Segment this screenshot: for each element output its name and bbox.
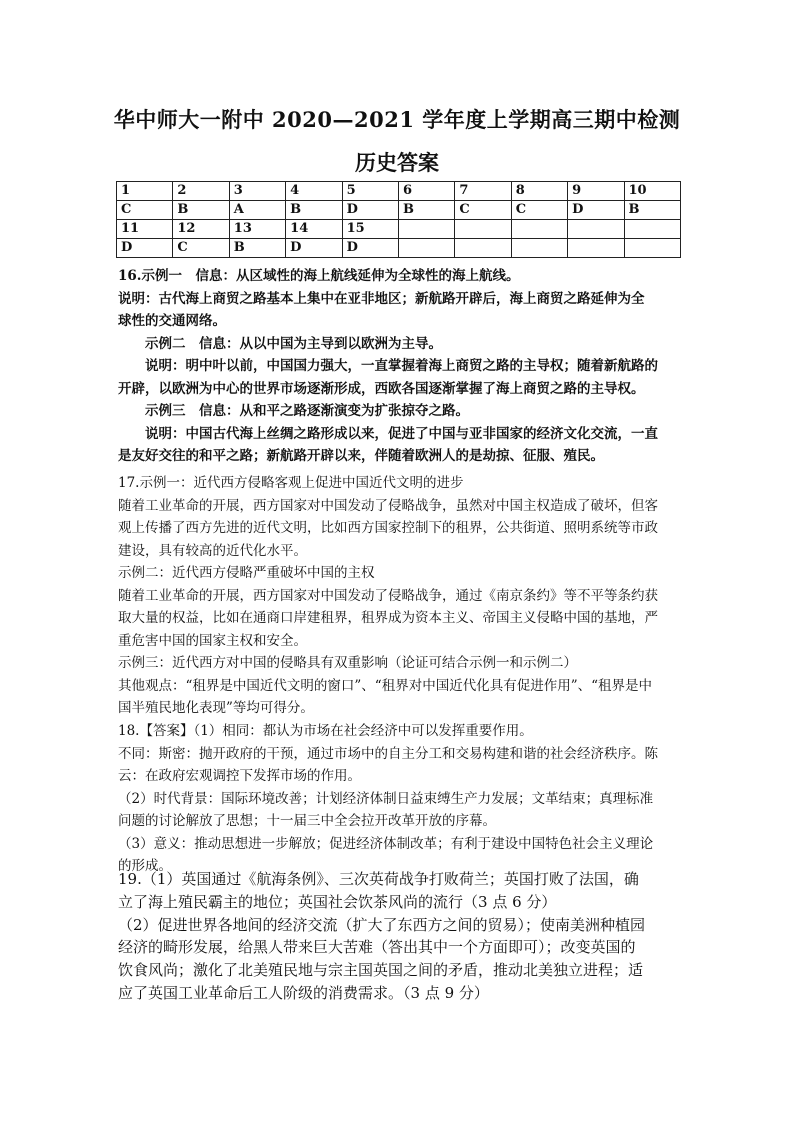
text-line: 球性的交通网络。	[118, 313, 226, 329]
question-17-answer	[118, 472, 684, 720]
table-cell	[624, 220, 680, 239]
table-cell	[624, 239, 680, 258]
text-line: 立了海上殖民霸主的地位；英国社会饮茶风尚的流行（3 点 6 分）	[118, 892, 557, 911]
text-line: 其他观点：“租界是中国近代文明的窗口”、“租界对中国近代化具有促进作用”、“租界是中	[118, 677, 653, 694]
table-cell: 13	[229, 220, 285, 239]
text-line: 饮食风尚；激化了北美殖民地与宗主国英国之间的矛盾，推动北美独立进程；适	[118, 961, 644, 980]
table-cell: 11	[117, 220, 173, 239]
table-cell: C	[511, 201, 567, 220]
text-line: 国半殖民地化表现”等均可得分。	[118, 700, 314, 716]
table-cell: B	[624, 201, 680, 220]
text-line: 示例二：近代西方侵略严重破坏中国的主权	[118, 565, 375, 581]
text-line: 示例三：近代西方对中国的侵略具有双重影响（论证可结合示例一和示例二）	[118, 655, 577, 671]
table-cell: 5	[342, 182, 398, 201]
table-cell: C	[173, 239, 229, 258]
text-line: （2）时代背景：国际环境改善；计划经济体制日益束缚生产力发展；文革结束；真理标准	[118, 790, 654, 807]
table-cell	[455, 239, 511, 258]
text-line: 问题的讨论解放了思想；十一届三中全会拉开改革开放的序幕。	[118, 813, 496, 829]
table-cell: A	[229, 201, 285, 220]
table-cell: D	[117, 239, 173, 258]
text-line: （3）意义：推动思想进一步解放；促进经济体制改革；有利于建设中国特色社会主义理论	[118, 835, 654, 852]
table-row	[117, 239, 681, 258]
text-line: 的形成。	[118, 858, 172, 874]
table-cell: B	[173, 201, 229, 220]
text-line: 是友好交往的和平之路；新航路开辟以来，伴随着欧洲人的是劫掠、征服、殖民。	[118, 448, 604, 464]
table-cell	[455, 220, 511, 239]
question-19-answer	[118, 868, 684, 1005]
text-line: 开辟，以欧洲为中心的世界市场逐渐形成，西欧各国逐渐掌握了海上商贸之路的主导权。	[118, 380, 645, 397]
answer-table	[116, 181, 681, 258]
text-line: 云：在政府宏观调控下发挥市场的作用。	[118, 768, 361, 784]
text-line: 建设，具有较高的近代化水平。	[118, 542, 307, 559]
table-cell: 8	[511, 182, 567, 201]
table-cell: B	[229, 239, 285, 258]
table-cell	[511, 239, 567, 258]
page-title: 华中师大一附中 2020—2021 学年度上学期高三期中检测	[113, 107, 681, 132]
text-line: 19.（1）英国通过《航海条例》、三次英荷战争打败荷兰；英国打败了法国，确	[118, 870, 639, 888]
text-line: 16.示例一 信息：从区域性的海上航线延伸为全球性的海上航线。	[118, 268, 520, 284]
text-line: 说明：明中叶以前，中国国力强大，一直掌握着海上商贸之路的主导权；随着新航路的	[145, 358, 658, 374]
text-line: （2）促进世界各地间的经济交流（扩大了东西方之间的贸易）；使南美洲种植园	[118, 915, 646, 934]
text-line: 重危害中国的国家主权和安全。	[118, 632, 307, 649]
text-line: 取大量的权益，比如在通商口岸建租界，租界成为资本主义、帝国主义侵略中国的基地，严	[118, 610, 658, 626]
table-cell	[398, 220, 454, 239]
table-cell: 15	[342, 220, 398, 239]
table-cell: 12	[173, 220, 229, 239]
table-cell	[568, 239, 624, 258]
table-cell: 6	[398, 182, 454, 201]
table-cell	[398, 239, 454, 258]
question-16-answer	[118, 265, 684, 468]
text-line: 随着工业革命的开展，西方国家对中国发动了侵略战争，虽然对中国主权造成了破坏，但客	[118, 497, 658, 514]
text-line: 说明：中国古代海上丝绸之路形成以来，促进了中国与亚非国家的经济文化交流，一直	[145, 425, 658, 442]
table-cell: 4	[286, 182, 342, 201]
question-18-answer	[118, 720, 684, 878]
text-line: 17.示例一：近代西方侵略客观上促进中国近代文明的进步	[118, 475, 464, 491]
table-cell: 1	[117, 182, 173, 201]
text-line: 18.【答案】（1）相同：都认为市场在社会经济中可以发挥重要作用。	[118, 723, 533, 739]
text-line: 示例三 信息：从和平之路逐渐演变为扩张掠夺之路。	[145, 403, 469, 419]
table-cell: 14	[286, 220, 342, 239]
table-cell: B	[286, 201, 342, 220]
text-line: 应了英国工业革命后工人阶级的消费需求。（3 点 9 分）	[118, 983, 489, 1002]
text-line: 经济的畸形发展，给黑人带来巨大苦难（答出其中一个方面即可）；改变英国的	[118, 938, 636, 957]
text-line: 随着工业革命的开展，西方国家对中国发动了侵略战争，通过《南京条约》等不平等条约获	[118, 587, 658, 604]
table-row	[117, 201, 681, 220]
table-cell: D	[568, 201, 624, 220]
table-cell: D	[286, 239, 342, 258]
page-subtitle: 历史答案	[355, 150, 439, 175]
table-cell: 7	[455, 182, 511, 201]
table-row	[117, 182, 681, 201]
table-cell	[568, 220, 624, 239]
table-cell	[511, 220, 567, 239]
table-cell: 9	[568, 182, 624, 201]
text-line: 观上传播了西方先进的近代文明，比如西方国家控制下的租界，公共街道、照明系统等市政	[118, 520, 658, 536]
table-cell: C	[117, 201, 173, 220]
table-row	[117, 220, 681, 239]
text-line: 不同：斯密：抛开政府的干预，通过市场中的自主分工和交易构建和谐的社会经济秩序。陈	[118, 745, 658, 762]
text-line: 示例二 信息：从以中国为主导到以欧洲为主导。	[145, 335, 442, 352]
table-cell: D	[342, 201, 398, 220]
table-cell: 10	[624, 182, 680, 201]
table-cell: D	[342, 239, 398, 258]
table-cell: B	[398, 201, 454, 220]
table-cell: C	[455, 201, 511, 220]
table-cell: 3	[229, 182, 285, 201]
text-line: 说明：古代海上商贸之路基本上集中在亚非地区；新航路开辟后，海上商贸之路延伸为全	[118, 290, 645, 307]
table-cell: 2	[173, 182, 229, 201]
